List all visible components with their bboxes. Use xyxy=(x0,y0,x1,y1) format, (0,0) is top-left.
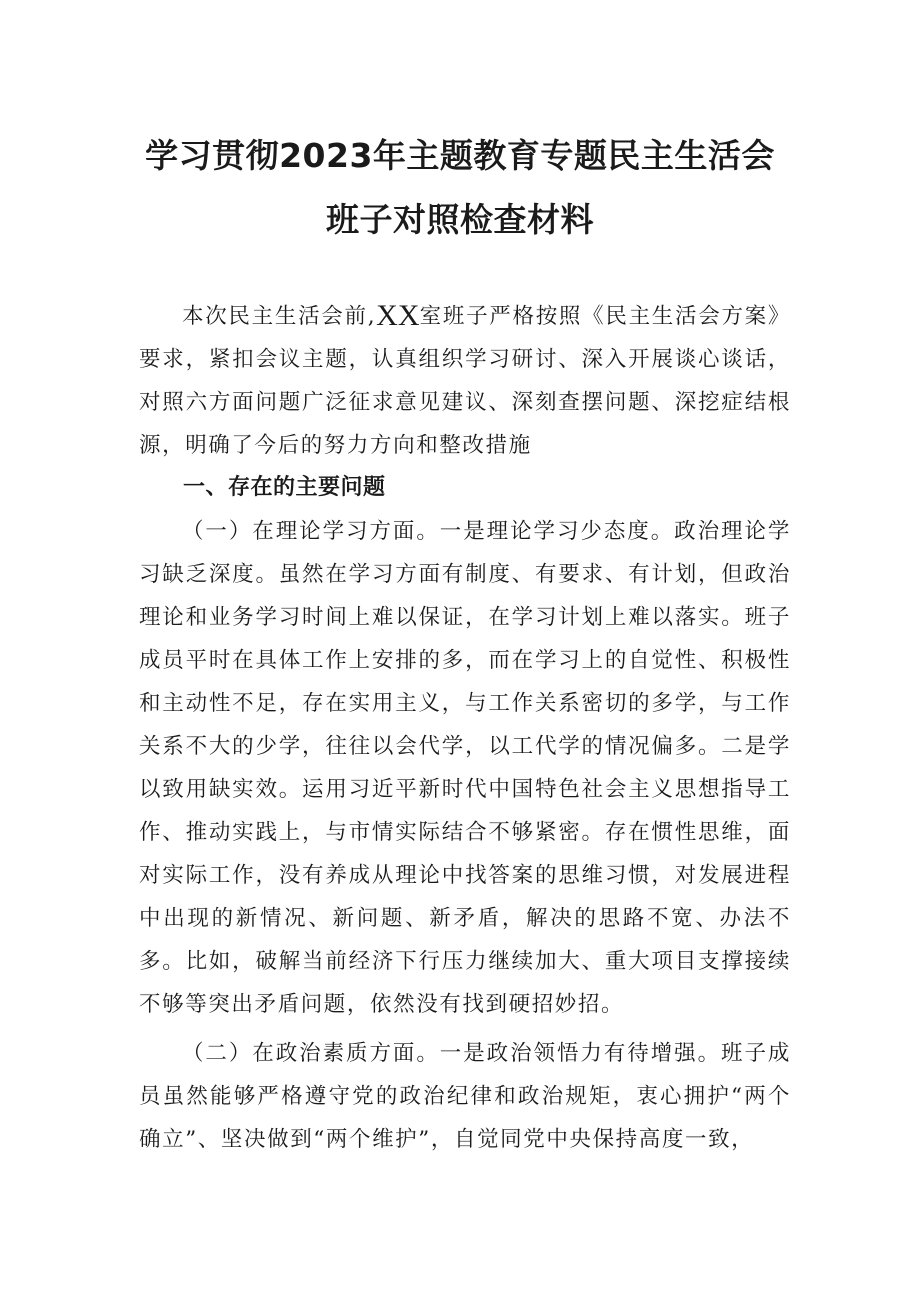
intro-text-before: 本次民主生活会前, xyxy=(182,304,377,329)
paragraph-political-quality: （二）在政治素质方面。一是政治领悟力有待增强。班子成员虽然能够严格遵守党的政治纪律和政治规矩，衷心拥护“两个确立”、坚决做到“两个维护”，自觉同党中央保持高度一致， xyxy=(139,1041,791,1152)
document-title-line-1: 学习贯彻2023年主题教育专题民主生活会 xyxy=(145,136,775,175)
paragraph-theory-study: （一）在理论学习方面。一是理论学习少态度。政治理论学习缺乏深度。虽然在学习方面有制度、有要求、有计划，但政治理论和业务学习时间上难以保证，在学习计划上难以落实。班子成员平时在具体工作上安排的多，而在学习上的自觉性、积极性和主动性不足，存在实用主义，与工作关系密切的多学，与工作关系不大的少学，往往以会代学，以工代学的情况偏多。二是学以致用缺实效。运用习近平新时代中国特色社会主义思想指导工作、推动实践上，与市情实际结合不够紧密。存在惯性思维，面对实际工作，没有养成从理论中找答案的思维习惯，对发展进程中出现的新情况、新问题、新矛盾，解决的思路不宽、办法不多。比如，破解当前经济下行压力继续加大、重大项目支撑接续不够等突出矛盾问题，依然没有找到硬招妙招。 xyxy=(139,519,791,1017)
intro-paragraph xyxy=(139,294,791,467)
intro-text-after: 室班子严格按照《民主生活会方案》要求，紧扣会议主题，认真组织学习研讨、深入开展谈心谈话，对照六方面问题广泛征求意见建议、深刻查摆问题、深挖症结根源，明确了今后的努力方向和整改措施 xyxy=(139,304,791,458)
placeholder-xx: XX xyxy=(376,299,420,332)
document-title-line-2: 班子对照检查材料 xyxy=(326,200,594,239)
section-heading-problems: 一、存在的主要问题 xyxy=(183,475,386,500)
